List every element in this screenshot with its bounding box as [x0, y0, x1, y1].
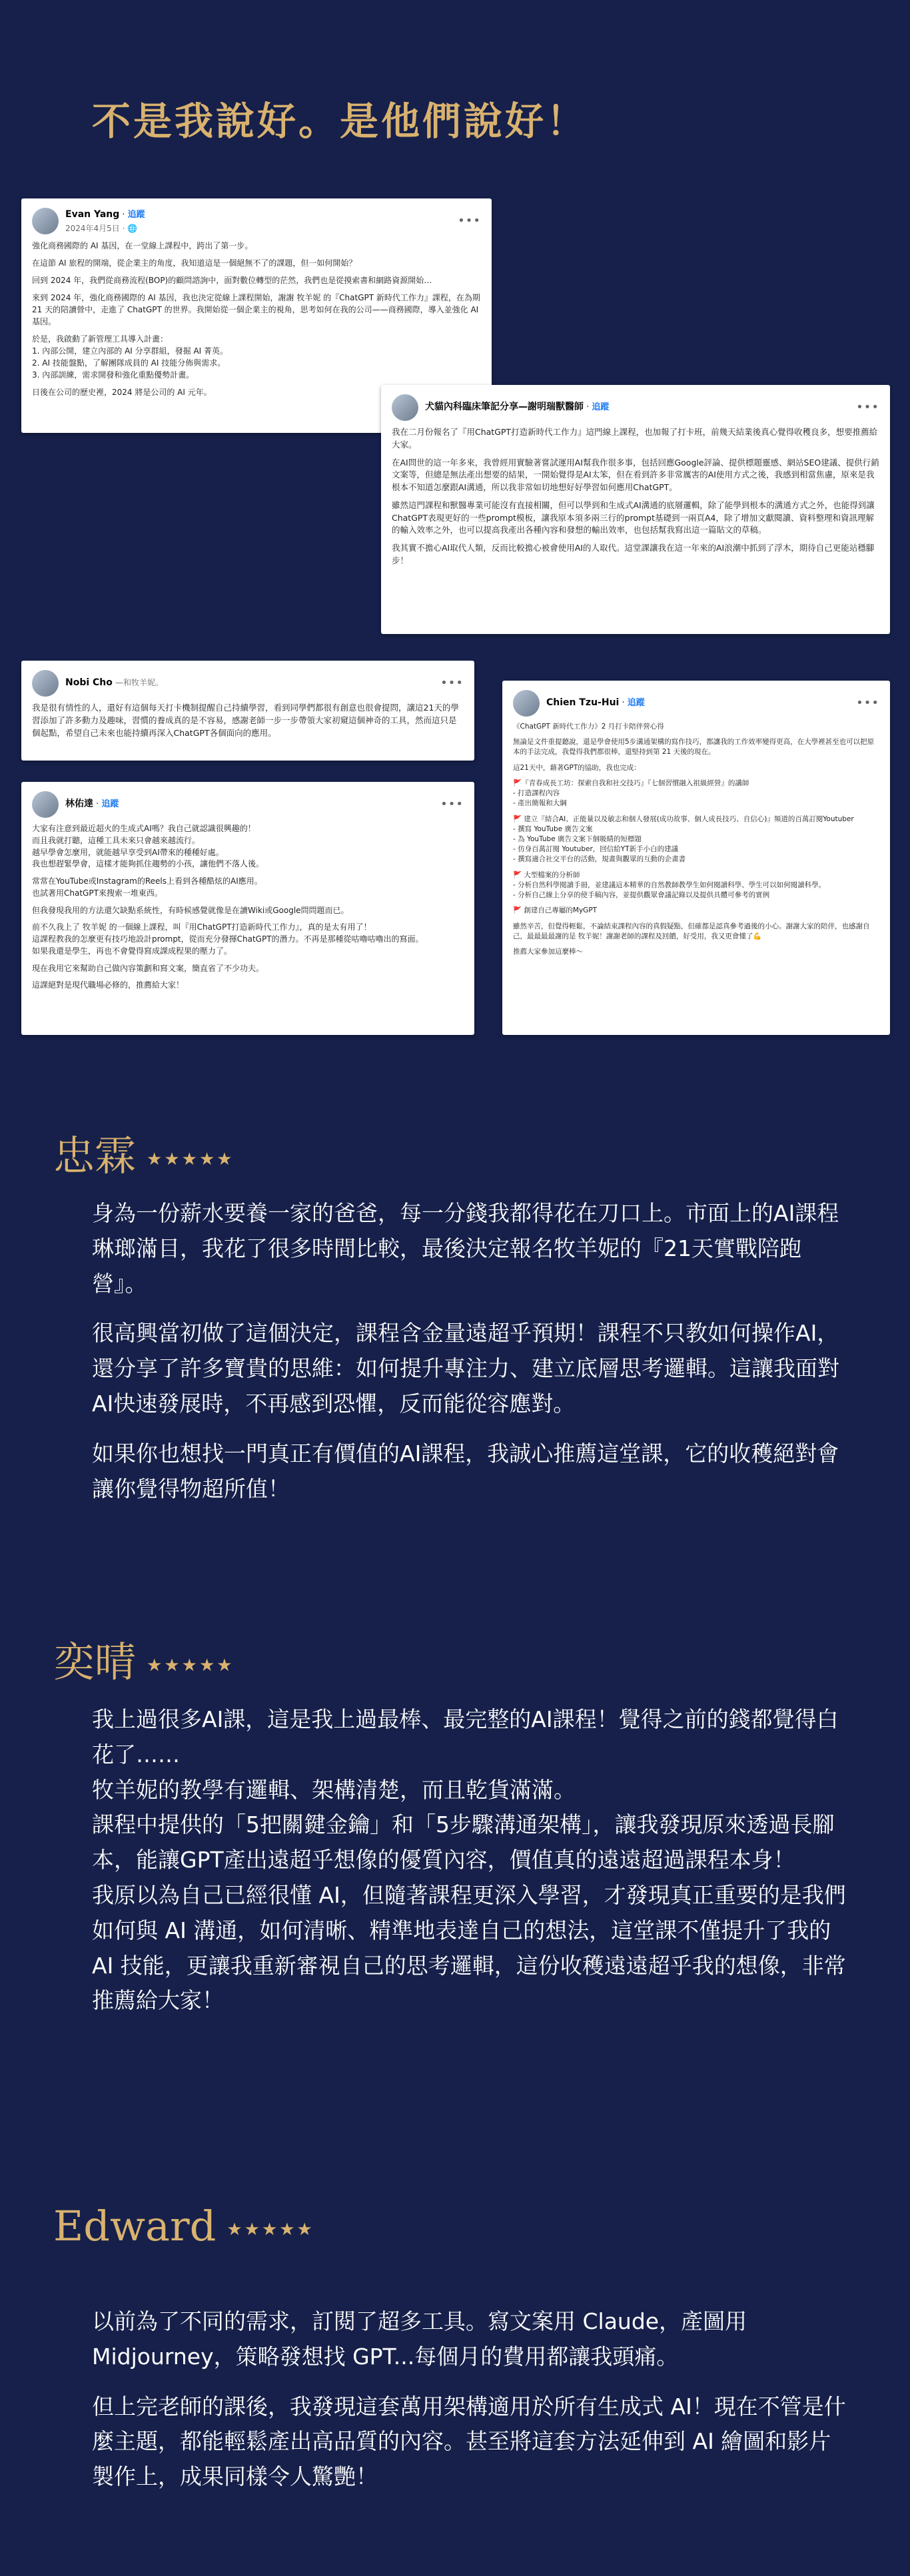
post-text: 我是很有情性的人，還好有這個每天打卡機制提醒自己持續學習，看到同學們都很有創意也很會提問，讓這21天的學習添加了許多動力及趣味，習慣的養成真的是不容易，感謝老師一步一步帶領大家初窺這個神奇的工具，然而這只是個起點，希望自己未來也能持續再深入ChatGPT各個面向的應用。 — [32, 703, 459, 738]
post-text: 在這節 AI 旅程的開端，從企業主的角度，我知道這是一個絕無不了的課題，但一如何開始？ — [32, 258, 357, 268]
post-text: 🚩『青春成長工坊：探索自我和社交技巧』『七個習慣融入祖級經營』的講師 — [513, 779, 749, 787]
post-text: 這21天中，藉著GPT的協助，我也完成： — [513, 763, 641, 772]
avatar[interactable] — [32, 791, 59, 818]
post-text: - 產出簡報和大綱 — [513, 799, 567, 808]
post-text: 這課絕對是現代職場必修的，推薦給大家！ — [32, 980, 185, 990]
post-text: 🚩 大型檔案的分析師 — [513, 870, 580, 879]
review-paragraph: 很高興當初做了這個決定，課程含金量遠超乎預期！課程不只教如何操作AI，還分享了許多寶貴的思維：如何提升專注力、建立底層思考邏輯。這讓我面對AI快速發展時，不再感到恐懼，反而能從容應對。 — [92, 1320, 839, 1417]
testimonial-post-1: Evan Yang · 追蹤 2024年4月5日 · 🌐 ••• 強化商務國際的 AI 基因，在一堂線上課程中，跨出了第一步。 在這節 AI 旅程的開端，從企業主的角度，我知道這是一個絕無不了的課題，但一如何開始？ 回到 2024 年，我們從商務流程(BOP)的顧問諮詢中，面對數位轉型的茫然，我們也是從摸索書和網路資源開始… 來到 2024 年，強化商務國際的 AI 基因，我也決定從線上課程開始，謝謝 牧羊妮 的『ChatGPT 新時代工作力』課程，在為期 21 天的陪讀營中，走進了 ChatGPT 的世界。我開始從一個企業主的視角，思考如何在我的公司——商務國際，導入並強化 AI 基因。 於是，我啟動了新管理工具導入計畫： 1. 內部公開，建立內部的 AI 分享群組，發掘 AI 菁英。 2. AI 技能盤點，了解團隊成員的 AI 技能分佈與需求。 3. 內部訓練，需求開發和強化重點優勢計畫。 日後在公司的歷史裡，2024 將是公司的 AI 元年。 — [21, 198, 492, 433]
post-text: 我在二月份報名了『用ChatGPT打造新時代工作力』這門線上課程，也加報了打卡班，前幾天結業後真心覺得收穫良多，想要推薦給大家。 — [392, 427, 878, 450]
author-name[interactable]: Chien Tzu-Hui — [546, 697, 620, 709]
rating-stars: ★★★★★ — [147, 1655, 234, 1676]
review-paragraph: 但上完老師的課後，我發現這套萬用架構適用於所有生成式 AI！現在不管是什麼主題，都能輕鬆產出高品質的內容。甚至將這套方法延伸到 AI 繪圖和影片製作上，成果同樣令人驚艷！ — [92, 2393, 846, 2490]
follow-button[interactable]: 追蹤 — [101, 799, 119, 810]
post-text: 越早學會怎麼用，就能越早享受到AI帶來的種種好處。 — [32, 847, 224, 857]
author-name[interactable]: 林佑達 — [65, 799, 93, 810]
page-headline: 不是我說好。是他們說好！ — [92, 99, 588, 144]
post-text: - 分析自然科學閱讀手冊，並建議這本精華的自然教師教學生如何閱讀科學、學生可以如何閱讀科學。 — [513, 880, 826, 889]
avatar[interactable] — [392, 394, 418, 421]
post-text: 🚩 創建自己專屬的MyGPT — [513, 906, 598, 915]
avatar[interactable] — [32, 208, 59, 234]
post-text: 我其實不擔心AI取代人類，反而比較擔心被會使用AI的人取代。這堂課讓我在這一年來的AI浪潮中抓到了浮木，期待自己更能站穩腳步！ — [392, 543, 875, 565]
post-text: 前不久我上了 牧羊妮 的一個線上課程，叫『用ChatGPT打造新時代工作力』，真的是太有用了！ — [32, 922, 372, 932]
post-date: 2024年4月5日 · 🌐 — [65, 223, 138, 233]
review-text — [92, 1702, 851, 2019]
testimonial-post-3 — [21, 661, 474, 761]
post-text: 而且我就打聽，這種工具未來只會越來越流行。 — [32, 835, 201, 845]
review-text — [92, 1196, 851, 1521]
reviewer-name-text: 奕晴 — [53, 1638, 137, 1686]
post-text: - 撰寫適合社交平台的活動，規畫與觀眾的互動的企畫書 — [513, 855, 686, 864]
post-text: 這課程教我的怎麼更有技巧地設計prompt，從而充分發揮ChatGPT的潛力。不再是那種從咕嚕咕嚕出的寫面。 — [32, 934, 424, 944]
review-text — [92, 2304, 851, 2509]
post-text: - 仿身百萬訂閱 Youtuber，回信給YT新手小白的建議 — [513, 845, 679, 854]
post-text: 回到 2024 年，我們從商務流程(BOP)的顧問諮詢中，面對數位轉型的茫然，我們也是從摸索書和網路資源開始… — [32, 276, 432, 286]
post-text: 在AI問世的這一年多來，我曾經用實驗著嘗試運用AI幫我作很多事，包括回應Google評論、提供標題靈感、網站SEO建議、提供行銷文案等，但總是無法產出想要的結果，一開始覺得是AI太笨，但在看到許多非常厲害的AI使用方式之後，我感到相當焦慮，原來是我根本不知道怎麼跟AI溝通，所以我非常如切地想好好學習如何應用ChatGPT。 — [392, 457, 879, 492]
testimonial-post-2: 犬貓內科臨床筆記分享—謝明瑞獸醫師 · 追蹤 ••• 我在二月份報名了『用ChatGPT打造新時代工作力』這門線上課程，也加報了打卡班，前幾天結業後真心覺得收穫良多，想要推薦給大家。 在AI問世的這一年多來，我曾經用實驗著嘗試運用AI幫我作很多事，包括回應Google評論、提供標題靈感、網站SEO建議、提供行銷文案等，但總是無法產出想要的結果，一開始覺得是AI太笨，但在看到許多非常厲害的AI使用方式之後，我感到相當焦慮，原來是我根本不知道怎麼跟AI溝通，所以我非常如切地想好好學習如何應用ChatGPT。 雖然這門課程和獸醫專業可能沒有直接相關，但可以學到和生成式AI溝通的底層邏輯，除了能學到根本的溝通方式之外，也能得到讓ChatGPT表現更好的一些prompt模板，讓我原本須多兩三行的prompt基礎到一兩頁A4，除了增加文獻閱讀、資料整理和資訊理解的輸入效率之外，也可以提高我產出各種內容和發想的輸出效率，也包括幫我寫出這一篇貼文的草稿。 我其實不擔心AI取代人類，反而比較擔心被會使用AI的人取代。這堂課讓我在這一年來的AI浪潮中抓到了浮木，期待自己更能站穩腳步！ — [381, 385, 890, 634]
post-text: 雖然辛苦，但覺得輕鬆，不論結束課程內容的真假疑點，但確都是認真參考過後的小心。謝謝大家的陪伴，也感謝自己，最最最最謝的是 牧羊妮！謝謝老師的課程及回饋，好受用，我又更會懂了💪 — [513, 922, 870, 940]
post-text: 現在我用它來幫助自己做內容策劃和寫文案，簡直省了不少功夫。 — [32, 963, 264, 973]
author-name[interactable]: 犬貓內科臨床筆記分享—謝明瑞獸醫師 — [425, 402, 584, 413]
author-name[interactable]: Evan Yang — [65, 209, 120, 220]
post-text: 🚩 建立『結合AI、正能量以及敏志和個人發展(成功故事、個人成長技巧、自信心)』頻道的百萬訂閱Youtuber — [513, 814, 854, 823]
post-text: 但我發現我用的方法還欠缺點系統性，有時候感覺就像是在讀Wiki或Google問問題而已。 — [32, 905, 349, 915]
more-options-icon[interactable]: ••• — [440, 797, 464, 812]
rating-stars: ★★★★★ — [227, 2219, 314, 2240]
reviewer-name — [53, 2202, 314, 2250]
post-text: 雖然這門課程和獸醫專業可能沒有直接相關，但可以學到和生成式AI溝通的底層邏輯，除了能學到根本的溝通方式之外，也能得到讓ChatGPT表現更好的一些prompt模板，讓我原本須多兩三行的prompt基礎到一兩頁A4，除了增加文獻閱讀、資料整理和資訊理解的輸入效率之外，也可以提高我產出各種內容和發想的輸出效率，也包括幫我寫出這一篇貼文的草稿。 — [392, 499, 875, 535]
tagged-text: —和牧羊妮。 — [115, 678, 164, 688]
reviewer-name — [53, 1629, 234, 1688]
post-text: 也試著用ChatGPT來搜索一堆東西。 — [32, 888, 163, 898]
post-text: - 撰寫 YouTube 廣告文案 — [513, 824, 593, 833]
avatar[interactable] — [32, 670, 59, 697]
review-paragraph: 身為一份薪水要養一家的爸爸，每一分錢我都得花在刀口上。市面上的AI課程琳瑯滿目，我花了很多時間比較，最後決定報名牧羊妮的『21天實戰陪跑營』。 — [92, 1200, 839, 1297]
post-text: 大家有注意到最近超火的生成式AI嗎？我自己就認識很興趣的！ — [32, 824, 256, 833]
review-paragraph: 課程中提供的「5把關鍵金鑰」和「5步驟溝通架構」，讓我發現原來透過長腳本，能讓GPT產出遠超乎想像的優質內容，價值真的遠遠超過課程本身！ — [92, 1811, 835, 1873]
more-options-icon[interactable]: ••• — [856, 400, 879, 415]
review-paragraph: 我上過很多AI課，這是我上過最棒、最完整的AI課程！覺得之前的錢都覺得白花了…… — [92, 1706, 839, 1768]
rating-stars: ★★★★★ — [147, 1149, 234, 1169]
post-text: 常常在YouTube或Instagram的Reels上看到各種酷炫的AI應用。 — [32, 876, 262, 886]
review-paragraph: 以前為了不同的需求，訂閱了超多工具。寫文案用 Claude，產圖用 Midjourney，策略發想找 GPT...每個月的費用都讓我頭痛。 — [92, 2308, 747, 2370]
post-text: 來到 2024 年，強化商務國際的 AI 基因，我也決定從線上課程開始，謝謝 牧羊妮 的『ChatGPT 新時代工作力』課程，在為期 21 天的陪讀營中，走進了 ChatGPT 的世界。我開始從一個企業主的視角，思考如何在我的公司——商務國際，導入並強化 AI 基因。 — [32, 293, 480, 327]
post-text: 無論是文件重提聽說，還是學會使用5步溝通架構的寫作技巧，都讓我的工作效率變得更高，在大學裡甚至也可以把原本的手法完成，我覺得我們都很棒，還堅持到第 21 天後的現在。 — [513, 738, 875, 757]
reviewer-name-text: 忠霖 — [53, 1131, 137, 1180]
post-text: 1. 內部公開，建立內部的 AI 分享群組，發掘 AI 菁英。 — [32, 346, 228, 356]
follow-button[interactable]: 追蹤 — [592, 402, 610, 413]
author-name[interactable]: Nobi Cho — [65, 677, 113, 689]
post-text: 我也想趕緊學會，這樣才能夠抓住趨勢的小孩，讓他們不落人後。 — [32, 859, 264, 869]
follow-button[interactable]: 追蹤 — [127, 210, 145, 220]
post-text: 3. 內部訓練，需求開發和強化重點優勢計畫。 — [32, 370, 195, 380]
post-text: 日後在公司的歷史裡，2024 將是公司的 AI 元年。 — [32, 388, 212, 398]
post-text: 推薦大家參加這麼棒～ — [513, 947, 583, 956]
review-paragraph: 牧羊妮的教學有邏輯、架構清楚，而且乾貨滿滿。 — [92, 1776, 576, 1803]
testimonial-post-5: Chien Tzu-Hui · 追蹤 ••• 《ChatGPT 新時代工作力》2 月打卡陪伴營心得 無論是文件重提聽說，還是學會使用5步溝通架構的寫作技巧，都讓我的工作效率變得更高，在大學裡甚至也可以把原本的手法完成，我覺得我們都很棒，還堅持到第 21 天後的現在。 這21天中，藉著GPT的協助，我也完成： 🚩『青春成長工坊：探索自我和社交技巧』『七個習慣融入祖級經營』的講師 - 打造課程內容 - 產出簡報和大綱 🚩 建立『結合AI、正能量以及敏志和個人發展(成功故事、個人成長技巧、自信心)』頻道的百萬訂閱Youtuber - 撰寫 YouTube 廣告文案 - 為 YouTube 廣告文案下個吸睛的短標題 - 仿身百萬訂閱 Youtuber，回信給YT新手小白的建議 - 撰寫適合社交平台的活動，規畫與觀眾的互動的企畫書 🚩 大型檔案的分析師 - 分析自然科學閱讀手冊，並建議這本精華的自然教師教學生如何閱讀科學、學生可以如何閱讀科學。 - 分析自己線上分享的使手稿內容，並提供觀眾會議記錄以及提供具體可參考的實例 🚩 創建自己專屬的MyGPT 雖然辛苦，但覺得輕鬆，不論結束課程內容的真假疑點，但確都是認真參考過後的小心。謝謝大家的陪伴，也感謝自己，最最最最謝的是 牧羊妮！謝謝老師的課程及回饋，好受用，我又更會懂了💪 推薦大家參加這麼棒～ — [502, 681, 890, 1035]
post-text: - 打造課程內容 — [513, 789, 560, 798]
more-options-icon[interactable]: ••• — [458, 214, 481, 228]
testimonial-post-4: 林佑達 · 追蹤 ••• 大家有注意到最近超火的生成式AI嗎？我自己就認識很興趣的！ 而且我就打聽，這種工具未來只會越來越流行。 越早學會怎麼用，就能越早享受到AI帶來的種種好處。 我也想趕緊學會，這樣才能夠抓住趨勢的小孩，讓他們不落人後。 常常在YouTube或Instagram的Reels上看到各種酷炫的AI應用。 也試著用ChatGPT來搜索一堆東西。 但我發現我用的方法還欠缺點系統性，有時候感覺就像是在讀Wiki或Google問問題而已。 前不久我上了 牧羊妮 的一個線上課程，叫『用ChatGPT打造新時代工作力』，真的是太有用了！ 這課程教我的怎麼更有技巧地設計prompt，從而充分發揮ChatGPT的潛力。不再是那種從咕嚕咕嚕出的寫面。 如果我還是學生，再也不會覺得寫成課成程果的壓力了。 現在我用它來幫助自己做內容策劃和寫文案，簡直省了不少功夫。 這課絕對是現代職場必修的，推薦給大家！ — [21, 782, 474, 1035]
post-text: - 為 YouTube 廣告文案下個吸睛的短標題 — [513, 834, 642, 843]
post-text: 於是，我啟動了新管理工具導入計畫： — [32, 334, 169, 344]
more-options-icon[interactable]: ••• — [856, 696, 879, 711]
post-text: 《ChatGPT 新時代工作力》2 月打卡陪伴營心得 — [513, 723, 664, 731]
review-paragraph: 我原以為自己已經很懂 AI，但隨著課程更深入學習，才發現真正重要的是我們如何與 AI 溝通，如何清晰、精準地表達自己的想法，這堂課不僅提升了我的 AI 技能，更讓我重新審視自己的思考邏輯，這份收穫遠遠超乎我的想像，非常推薦給大家！ — [92, 1881, 846, 2014]
follow-button[interactable]: 追蹤 — [627, 698, 645, 709]
post-text: 強化商務國際的 AI 基因，在一堂線上課程中，跨出了第一步。 — [32, 241, 253, 251]
review-paragraph: 如果你也想找一門真正有價值的AI課程，我誠心推薦這堂課，它的收穫絕對會讓你覺得物超所值！ — [92, 1440, 839, 1502]
post-text: - 分析自己線上分享的使手稿內容，並提供觀眾會議記錄以及提供具體可參考的實例 — [513, 891, 770, 900]
reviewer-name-text: Edward — [53, 2202, 217, 2250]
avatar[interactable] — [513, 690, 540, 717]
post-text: 2. AI 技能盤點，了解團隊成員的 AI 技能分佈與需求。 — [32, 358, 226, 368]
more-options-icon[interactable]: ••• — [440, 676, 464, 691]
post-text: 如果我還是學生，再也不會覺得寫成課成程果的壓力了。 — [32, 946, 232, 956]
reviewer-name — [53, 1123, 234, 1182]
